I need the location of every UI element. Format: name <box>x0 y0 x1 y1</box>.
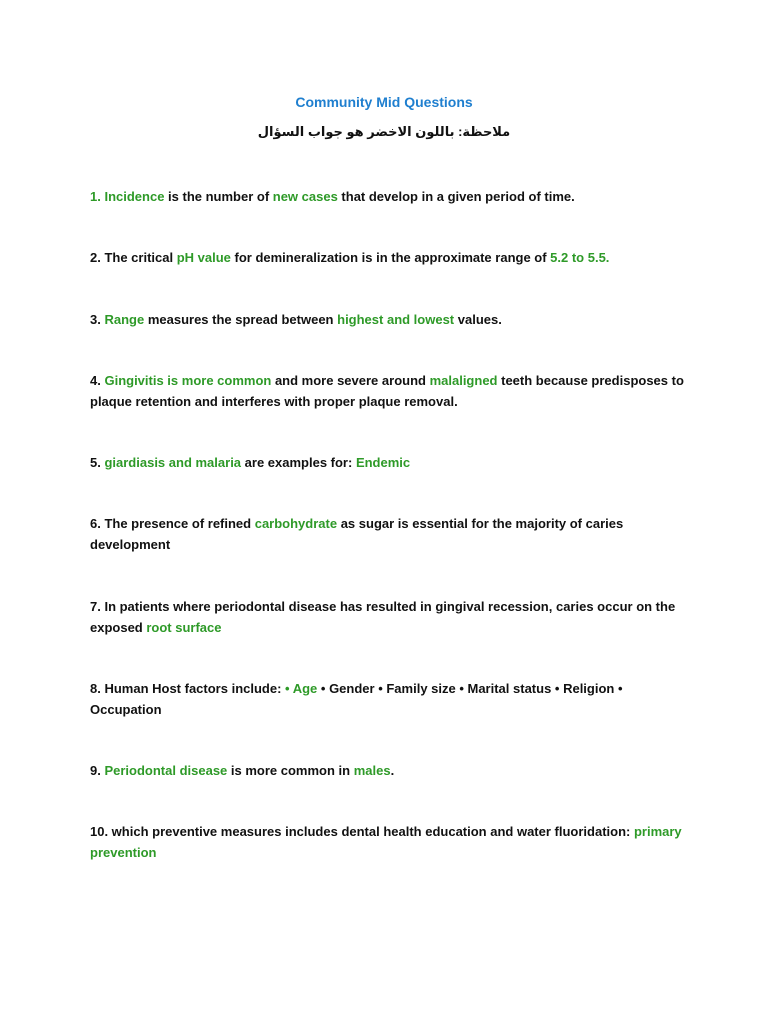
question-3-part-4: values. <box>454 312 502 327</box>
question-1-part-0: 1. Incidence <box>90 189 165 204</box>
question-10 <box>90 821 690 863</box>
question-6-part-1: carbohydrate <box>254 516 338 531</box>
question-6-part-2: as sugar is essential for the majority of caries development <box>90 516 624 552</box>
question-1-part-2: new cases <box>272 189 338 204</box>
question-5-part-0: 5. <box>90 455 105 470</box>
question-3-part-1: Range <box>104 312 145 327</box>
question-7-part-0: 7. In patients where periodontal disease has resulted in gingival recession, caries occur on the exposed <box>90 599 676 635</box>
arabic-note: ملاحظة: باللون الاخضر هو جواب السؤال <box>257 124 511 139</box>
question-4-part-0: 4. <box>90 373 105 388</box>
question-8-part-1: • Age <box>285 681 318 696</box>
question-4-part-2: and more severe around <box>271 373 430 388</box>
question-1-part-3: that develop in a given period of time. <box>337 189 575 204</box>
question-2 <box>90 247 690 268</box>
question-8 <box>90 678 690 720</box>
question-8-part-2: • Gender • Family size • Marital status • Religion • Occupation <box>90 681 623 717</box>
question-10-part-0: 10. which preventive measures includes dental health education and water fluoridation: <box>90 824 634 839</box>
question-6-part-0: 6. The presence of refined <box>90 516 255 531</box>
question-6 <box>90 513 690 555</box>
question-4-part-1: Gingivitis is more common <box>104 373 272 388</box>
question-7-part-1: root surface <box>146 620 222 635</box>
question-2-part-3: 5.2 to 5.5. <box>550 250 610 265</box>
question-5-part-1: giardiasis and malaria <box>104 455 242 470</box>
question-8-part-0: 8. Human Host factors include: <box>90 681 286 696</box>
question-1-part-1: is the number of <box>164 189 273 204</box>
question-2-part-0: 2. The critical <box>90 250 177 265</box>
question-9-part-0: 9. <box>90 763 105 778</box>
question-9 <box>90 760 690 781</box>
question-4-part-3: malaligned <box>429 373 498 388</box>
question-3-part-0: 3. <box>90 312 105 327</box>
question-2-part-2: for demineralization is in the approximate range of <box>230 250 551 265</box>
question-1 <box>90 186 690 207</box>
question-5-part-2: are examples for: <box>241 455 356 470</box>
question-3-part-3: highest and lowest <box>337 312 455 327</box>
question-3 <box>90 309 690 330</box>
question-4 <box>90 370 690 412</box>
question-2-part-1: pH value <box>176 250 231 265</box>
question-5 <box>90 452 690 473</box>
question-7 <box>90 596 690 638</box>
question-3-part-2: measures the spread between <box>144 312 338 327</box>
question-9-part-2: is more common in <box>227 763 354 778</box>
question-10-part-1: primary prevention <box>90 824 682 860</box>
question-4-part-4: teeth because predisposes to plaque retention and interferes with proper plaque removal. <box>90 373 684 409</box>
question-5-part-3: Endemic <box>355 455 411 470</box>
question-9-part-4: . <box>390 763 395 778</box>
document-title: Community Mid Questions <box>295 94 473 110</box>
question-9-part-1: Periodontal disease <box>104 763 228 778</box>
question-9-part-3: males <box>353 763 391 778</box>
